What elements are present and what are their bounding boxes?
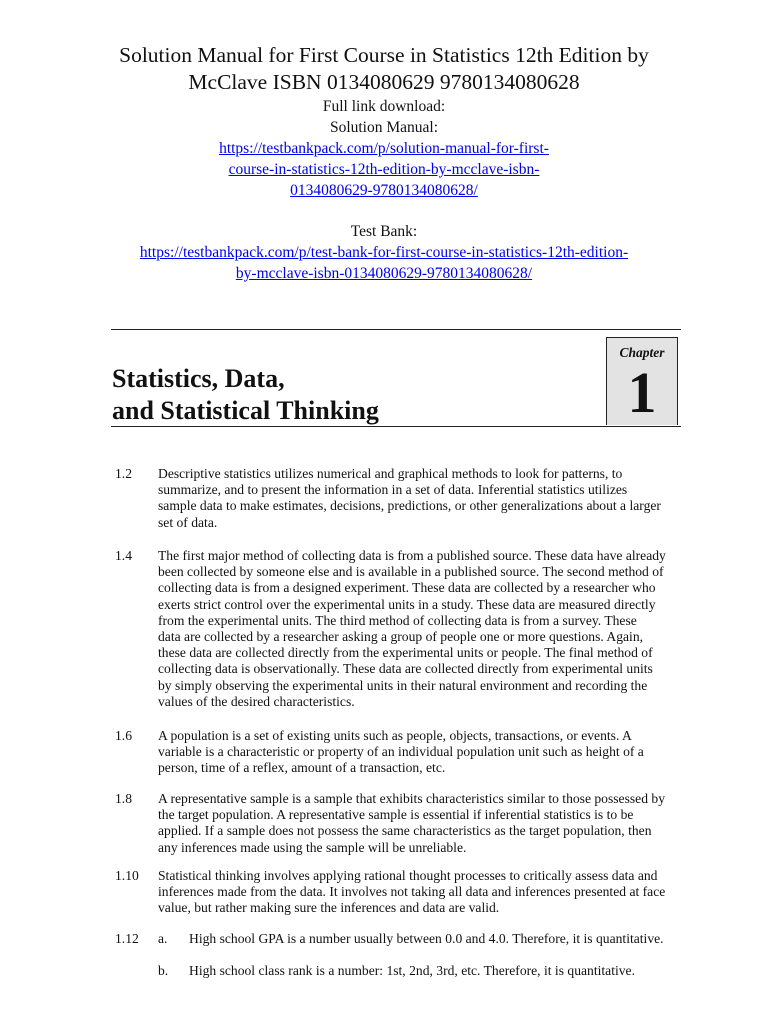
text-line: the target population. A representative sample is essential if inferential statistics is to be xyxy=(158,807,634,823)
exercise-number: 1.10 xyxy=(115,868,139,883)
text-line: been collected by someone else and is available in a published source. The second method of xyxy=(158,564,664,580)
exercise-number: 1.2 xyxy=(115,466,132,481)
text-line: variable is a characteristic or property of an individual population unit such as height of a xyxy=(158,744,644,760)
solution-manual-label: Solution Manual: xyxy=(329,119,439,136)
text-line: set of data. xyxy=(158,514,218,530)
chapter-label: Chapter xyxy=(619,345,665,360)
sub-item-text: High school GPA is a number usually between 0.0 and 4.0. Therefore, it is quantitative. xyxy=(189,931,664,946)
text-line: exerts strict control over the experimental units in a study. These data are measured directly xyxy=(158,596,656,612)
text-line: collecting data is from a designed experiment. These data are collected by a researcher who xyxy=(158,580,656,596)
test-bank-label: Test Bank: xyxy=(350,223,418,240)
chapter-top-divider xyxy=(111,329,681,330)
text-line: Descriptive statistics utilizes numerical and graphical methods to look for patterns, to xyxy=(158,466,623,481)
text-line: A population is a set of existing units such as people, objects, transactions, or events. A xyxy=(158,728,632,743)
solution-manual-link-line1[interactable]: https://testbankpack.com/p/solution-manual-for-first- xyxy=(219,140,549,157)
text-line: inferences made from the data. It involves not taking all data and inferences presented at face xyxy=(158,884,666,900)
chapter-number: 1 xyxy=(627,360,657,425)
sub-item-letter: b. xyxy=(158,963,169,978)
exercise-text xyxy=(158,466,680,531)
text-line: Statistical thinking involves applying rational thought processes to critically assess data and xyxy=(158,868,658,883)
text-line: applied. If a sample does not possess the same characteristics as the target population, then xyxy=(158,823,652,839)
chapter-number-box xyxy=(606,337,678,425)
exercise-number: 1.12 xyxy=(115,931,139,946)
test-bank-link-line1[interactable]: https://testbankpack.com/p/test-bank-for-first-course-in-statistics-12th-edition- xyxy=(139,244,629,261)
chapter-title-line1: Statistics, Data, xyxy=(112,364,285,393)
exercise-number: 1.6 xyxy=(115,728,132,743)
exercise-number: 1.8 xyxy=(115,791,132,806)
sub-item-text: High school class rank is a number: 1st, 2nd, 3rd, etc. Therefore, it is quantitative. xyxy=(189,963,635,978)
test-bank-link-line2[interactable]: by-mcclave-isbn-0134080629-9780134080628/ xyxy=(235,265,533,282)
text-line: person, time of a reflex, amount of a transaction, etc. xyxy=(158,760,446,776)
text-line: from the experimental units. The third method of collecting data is from a survey. These xyxy=(158,612,637,628)
text-line: by simply observing the experimental units in their natural environment and recording the xyxy=(158,677,648,693)
text-line: these data are collected directly from the experimental units or people. The final method of xyxy=(158,645,653,661)
text-line: The first major method of collecting data is from a published source. These data have already xyxy=(158,548,666,563)
chapter-title-line2: and Statistical Thinking xyxy=(112,396,379,425)
text-line: sample data to make estimates, decisions, predictions, or other generalizations about a larger xyxy=(158,498,661,514)
exercise-text xyxy=(158,728,680,777)
document-title-line1: Solution Manual for First Course in Statistics 12th Edition by xyxy=(119,43,649,67)
text-line: A representative sample is a sample that exhibits characteristics similar to those possessed by xyxy=(158,791,665,806)
exercise-text xyxy=(158,868,680,917)
text-line: collecting data is observationally. These data are collected directly from experimental units xyxy=(158,661,653,677)
chapter-bottom-divider xyxy=(111,426,681,427)
text-line: summarize, and to present the information in a set of data. Inferential statistics utilizes xyxy=(158,482,628,498)
text-line: values of the desired characteristics. xyxy=(158,693,355,709)
solution-manual-link-line3[interactable]: 0134080629-9780134080628/ xyxy=(290,182,478,199)
sub-item-letter: a. xyxy=(158,931,168,946)
text-line: data are collected by a researcher asking a group of people one or more questions. Again, xyxy=(158,629,644,645)
text-line: value, but rather making sure the inferences and data are valid. xyxy=(158,900,500,916)
document-title-line2: McClave ISBN 0134080629 9780134080628 xyxy=(188,70,580,94)
exercise-number: 1.4 xyxy=(115,548,132,563)
exercise-text xyxy=(158,791,680,856)
full-link-label: Full link download: xyxy=(322,98,446,115)
solution-manual-link-line2[interactable]: course-in-statistics-12th-edition-by-mcclave-isbn- xyxy=(228,161,540,178)
text-line: any inferences made using the sample will be unreliable. xyxy=(158,839,467,855)
exercise-text xyxy=(158,548,680,710)
